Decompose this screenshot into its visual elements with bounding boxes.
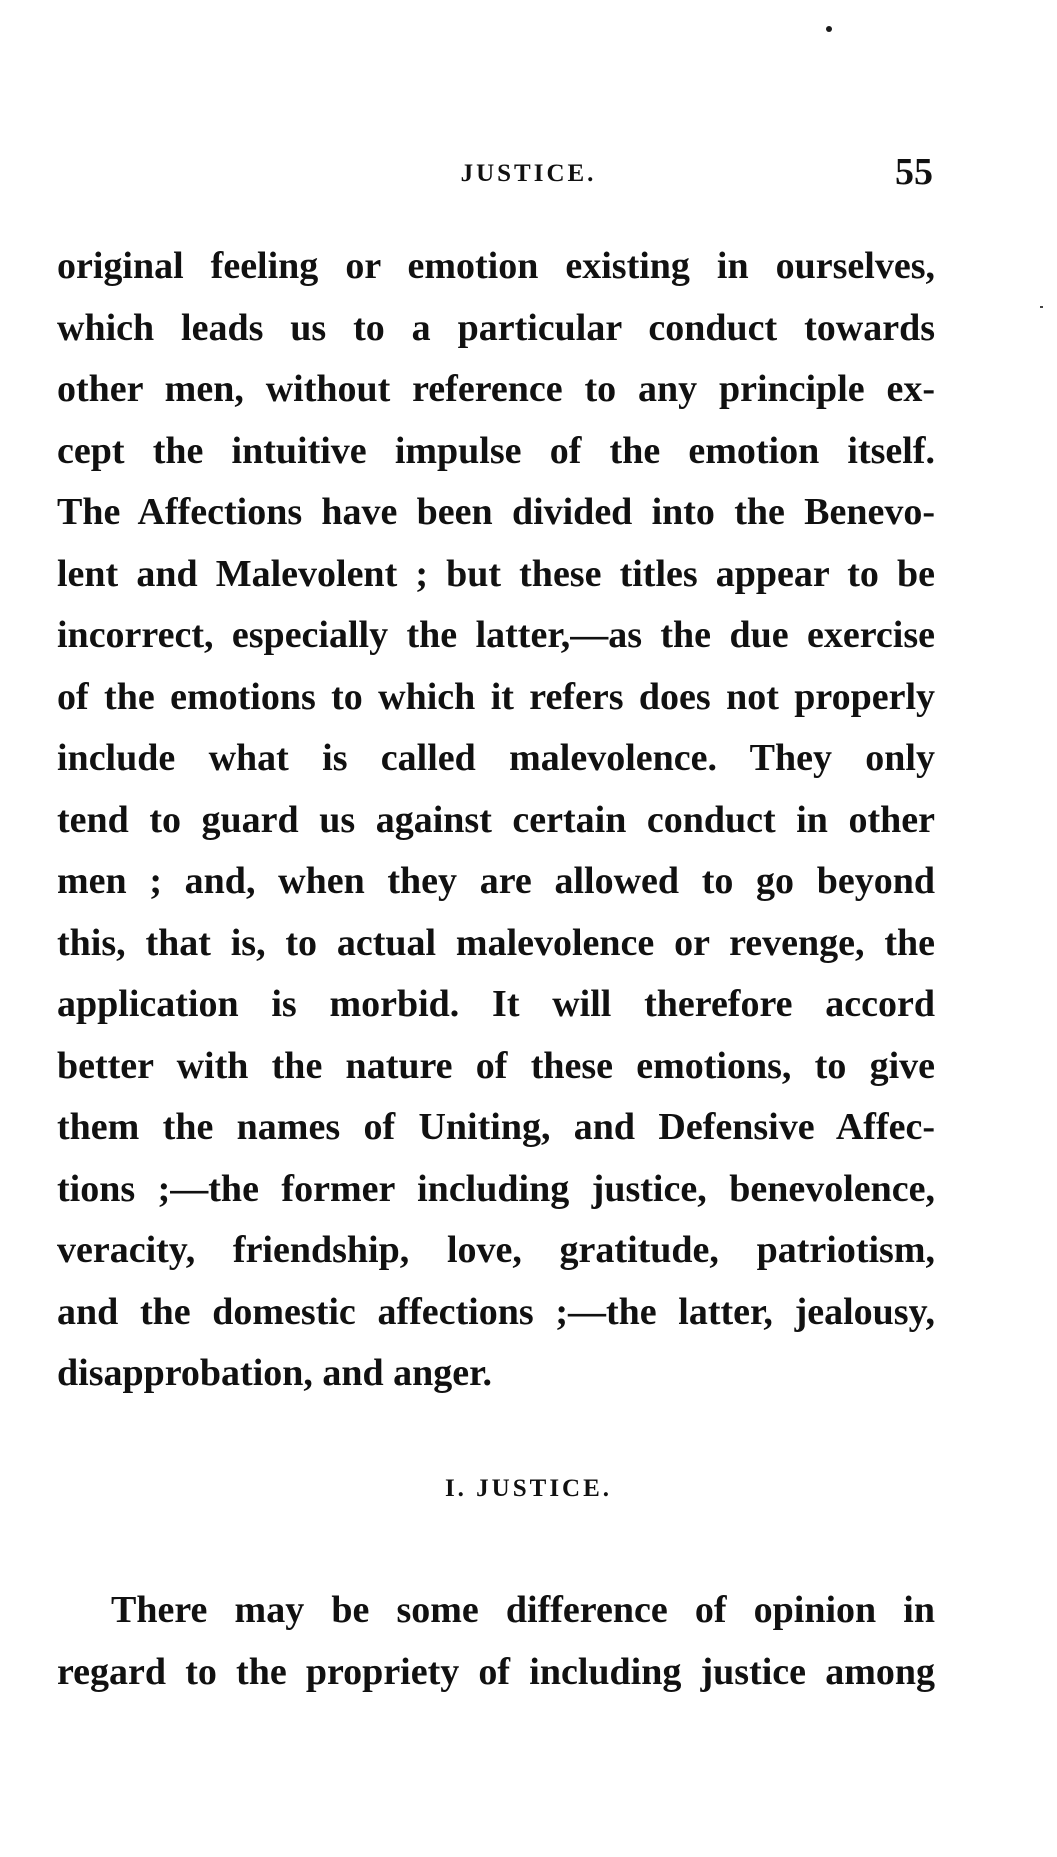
text-line: better with the nature of these emotions, to give [57, 1044, 935, 1087]
text-line: cept the intuitive impulse of the emotion itself. [57, 429, 935, 472]
text-line: regard to the propriety of including justice among [57, 1650, 935, 1693]
page-number: 55 [895, 151, 933, 193]
text-line: men ; and, when they are allowed to go beyond [57, 860, 935, 902]
ink-speck [1040, 306, 1043, 308]
text-line: original feeling or emotion existing in ourselves, [57, 245, 935, 287]
text-line: There may be some difference of opinion in [111, 1589, 935, 1631]
ink-speck [826, 26, 832, 32]
text-line: and the domestic affections ;—the latter, jealousy, [57, 1290, 935, 1333]
text-line: of the emotions to which it refers does not properly [57, 675, 935, 718]
section-paragraph [57, 1580, 935, 1703]
text-line: application is morbid. It will therefore accord [57, 983, 935, 1025]
text-line: other men, without reference to any principle ex- [57, 368, 935, 410]
text-line: tend to guard us against certain conduct in other [57, 798, 935, 841]
text-line: The Affections have been divided into the Benevo- [57, 491, 935, 533]
body-paragraph [57, 236, 935, 1405]
text-line: this, that is, to actual malevolence or revenge, the [57, 921, 935, 964]
text-line: include what is called malevolence. They only [57, 737, 935, 779]
text-line: tions ;—the former including justice, benevolence, [57, 1167, 935, 1210]
running-head: JUSTICE. [460, 160, 597, 187]
text-line: lent and Malevolent ; but these titles appear to be [57, 552, 935, 595]
text-line: incorrect, especially the latter,—as the due exercise [57, 614, 935, 656]
text-line: them the names of Uniting, and Defensive Affec- [57, 1106, 935, 1148]
text-line: which leads us to a particular conduct towards [57, 306, 935, 349]
text-line: veracity, friendship, love, gratitude, patriotism, [57, 1229, 935, 1271]
section-heading: I. JUSTICE. [444, 1475, 613, 1502]
text-line: disapprobation, and anger. [57, 1352, 493, 1394]
